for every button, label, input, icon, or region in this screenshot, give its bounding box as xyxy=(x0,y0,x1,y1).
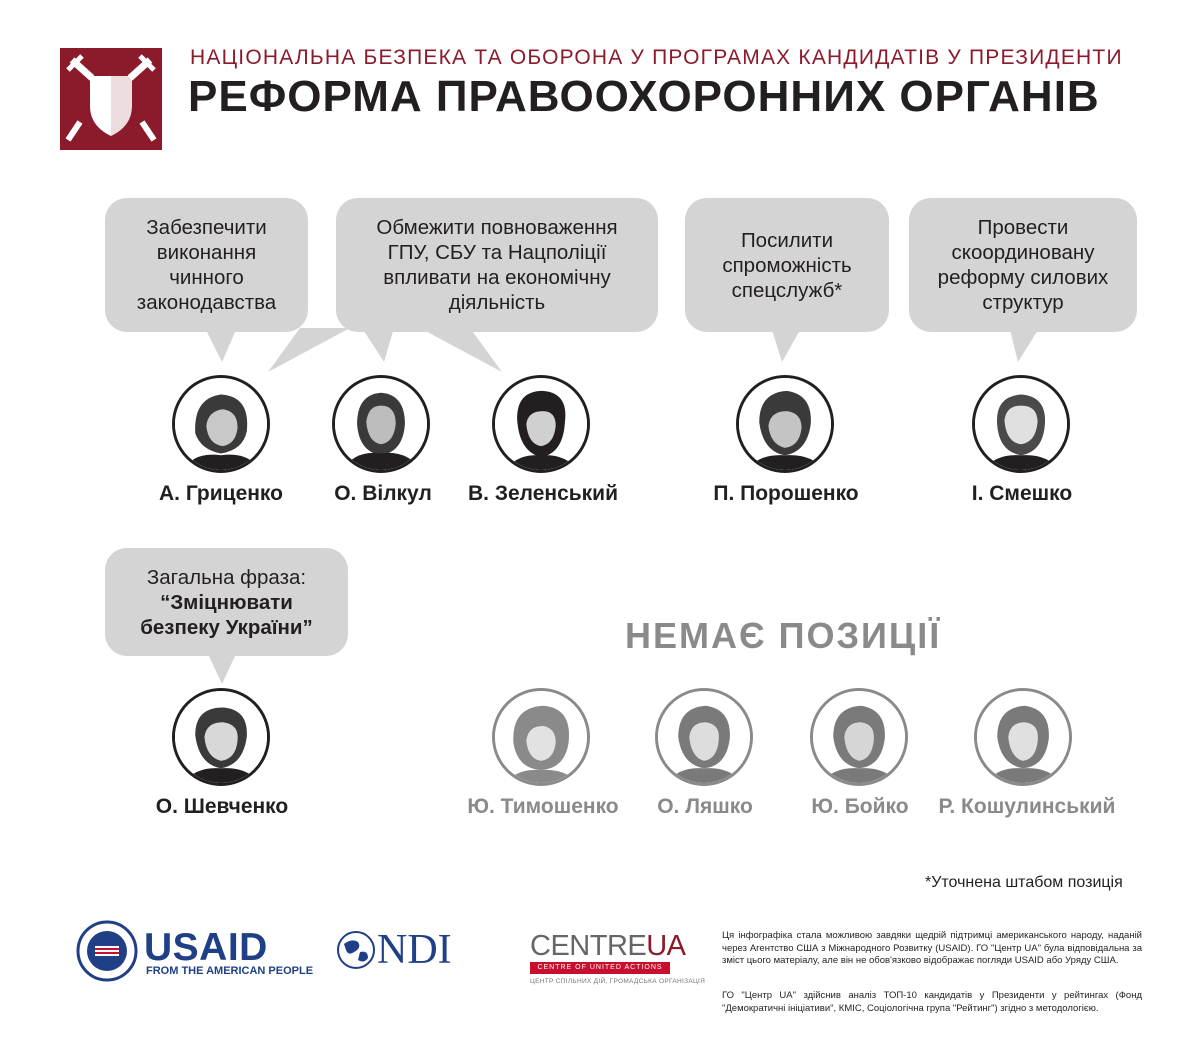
name-boiko: Ю. Бойко xyxy=(811,795,909,818)
name-vilkul: О. Вілкул xyxy=(334,482,432,505)
shield-swords-icon xyxy=(60,48,162,150)
usaid-tagline: FROM THE AMERICAN PEOPLE xyxy=(146,965,314,977)
avatar-tymoshenko xyxy=(492,688,590,786)
bubble-limit-powers: Обмежити повноваження ГПУ, СБУ та Нацполіції впливати на економічну діяльність xyxy=(336,198,658,332)
usaid-seal-icon xyxy=(76,920,138,982)
bubble-strengthen-services: Посилити спроможність спецслужб* xyxy=(685,198,889,332)
avatar-vilkul xyxy=(332,375,430,473)
page-title: РЕФОРМА ПРАВООХОРОННИХ ОРГАНІВ xyxy=(188,72,1100,121)
bubble-enforce-law: Забезпечити виконання чинного законодавства xyxy=(105,198,308,332)
avatar-smeshko xyxy=(972,375,1070,473)
centreua-logo: CENTREUA xyxy=(530,930,686,962)
avatar-shevchenko xyxy=(172,688,270,786)
no-position-label: НЕМАЄ ПОЗИЦІЇ xyxy=(625,615,942,656)
name-zelenskyi: В. Зеленський xyxy=(467,482,618,505)
centreua-subtitle: ЦЕНТР СПІЛЬНИХ ДІЙ, ГРОМАДСЬКА ОРГАНІЗАЦІЯ xyxy=(530,978,706,985)
portrait-icon xyxy=(977,691,1069,783)
portrait-icon xyxy=(495,378,587,470)
disclaimer-methodology: ГО "Центр UA" здійснив аналіз ТОП-10 кандидатів у Президенти у рейтингах (Фонд "Демократичні ініціативи", КМІС, Соціологічна група "Рейтинг") згідно з методологією. xyxy=(722,990,1142,1014)
bubble-coordinated-reform: Провести скоординовану реформу силових структур xyxy=(909,198,1137,332)
bubble-general-phrase: Загальна фраза: “Зміцнювати безпеку України” xyxy=(105,548,348,656)
avatar-grytsenko xyxy=(172,375,270,473)
usaid-logo: USAID xyxy=(144,926,268,969)
portrait-icon xyxy=(739,378,831,470)
portrait-icon xyxy=(495,691,587,783)
avatar-boiko xyxy=(810,688,908,786)
name-tymoshenko: Ю. Тимошенко xyxy=(467,795,619,818)
portrait-icon xyxy=(658,691,750,783)
disclaimer-support: Ця інфографіка стала можливою завдяки щедрій підтримці американського народу, наданій через Агентство США з Міжнародного Розвитку (USAID). ГО "Центр UA" була відповідальна за зміст цього матеріалу, але він не обов'язково відображає погляди USAID або Уряду США. xyxy=(722,930,1142,966)
portrait-icon xyxy=(813,691,905,783)
avatar-koshulynskyi xyxy=(974,688,1072,786)
name-poroshenko: П. Порошенко xyxy=(713,482,859,505)
name-shevchenko: О. Шевченко xyxy=(155,795,289,818)
footnote: *Уточнена штабом позиція xyxy=(925,874,1123,891)
portrait-icon xyxy=(975,378,1067,470)
avatar-poroshenko xyxy=(736,375,834,473)
portrait-icon xyxy=(175,691,267,783)
name-grytsenko: А. Гриценко xyxy=(158,482,283,505)
avatar-zelenskyi xyxy=(492,375,590,473)
avatar-liashko xyxy=(655,688,753,786)
name-liashko: О. Ляшко xyxy=(657,795,753,818)
portrait-icon xyxy=(335,378,427,470)
portrait-icon xyxy=(175,378,267,470)
name-smeshko: І. Смешко xyxy=(971,482,1073,505)
shield-logo xyxy=(60,48,162,150)
name-koshulynskyi: Р. Кошулинський xyxy=(938,795,1116,818)
ndi-logo: NDI xyxy=(377,927,452,973)
ndi-globe-icon xyxy=(336,930,376,970)
supertitle: НАЦІОНАЛЬНА БЕЗПЕКА ТА ОБОРОНА У ПРОГРАМАХ КАНДИДАТІВ У ПРЕЗИДЕНТИ xyxy=(190,46,1123,69)
centreua-bar: CENTRE OF UNITED ACTIONS xyxy=(530,962,670,974)
